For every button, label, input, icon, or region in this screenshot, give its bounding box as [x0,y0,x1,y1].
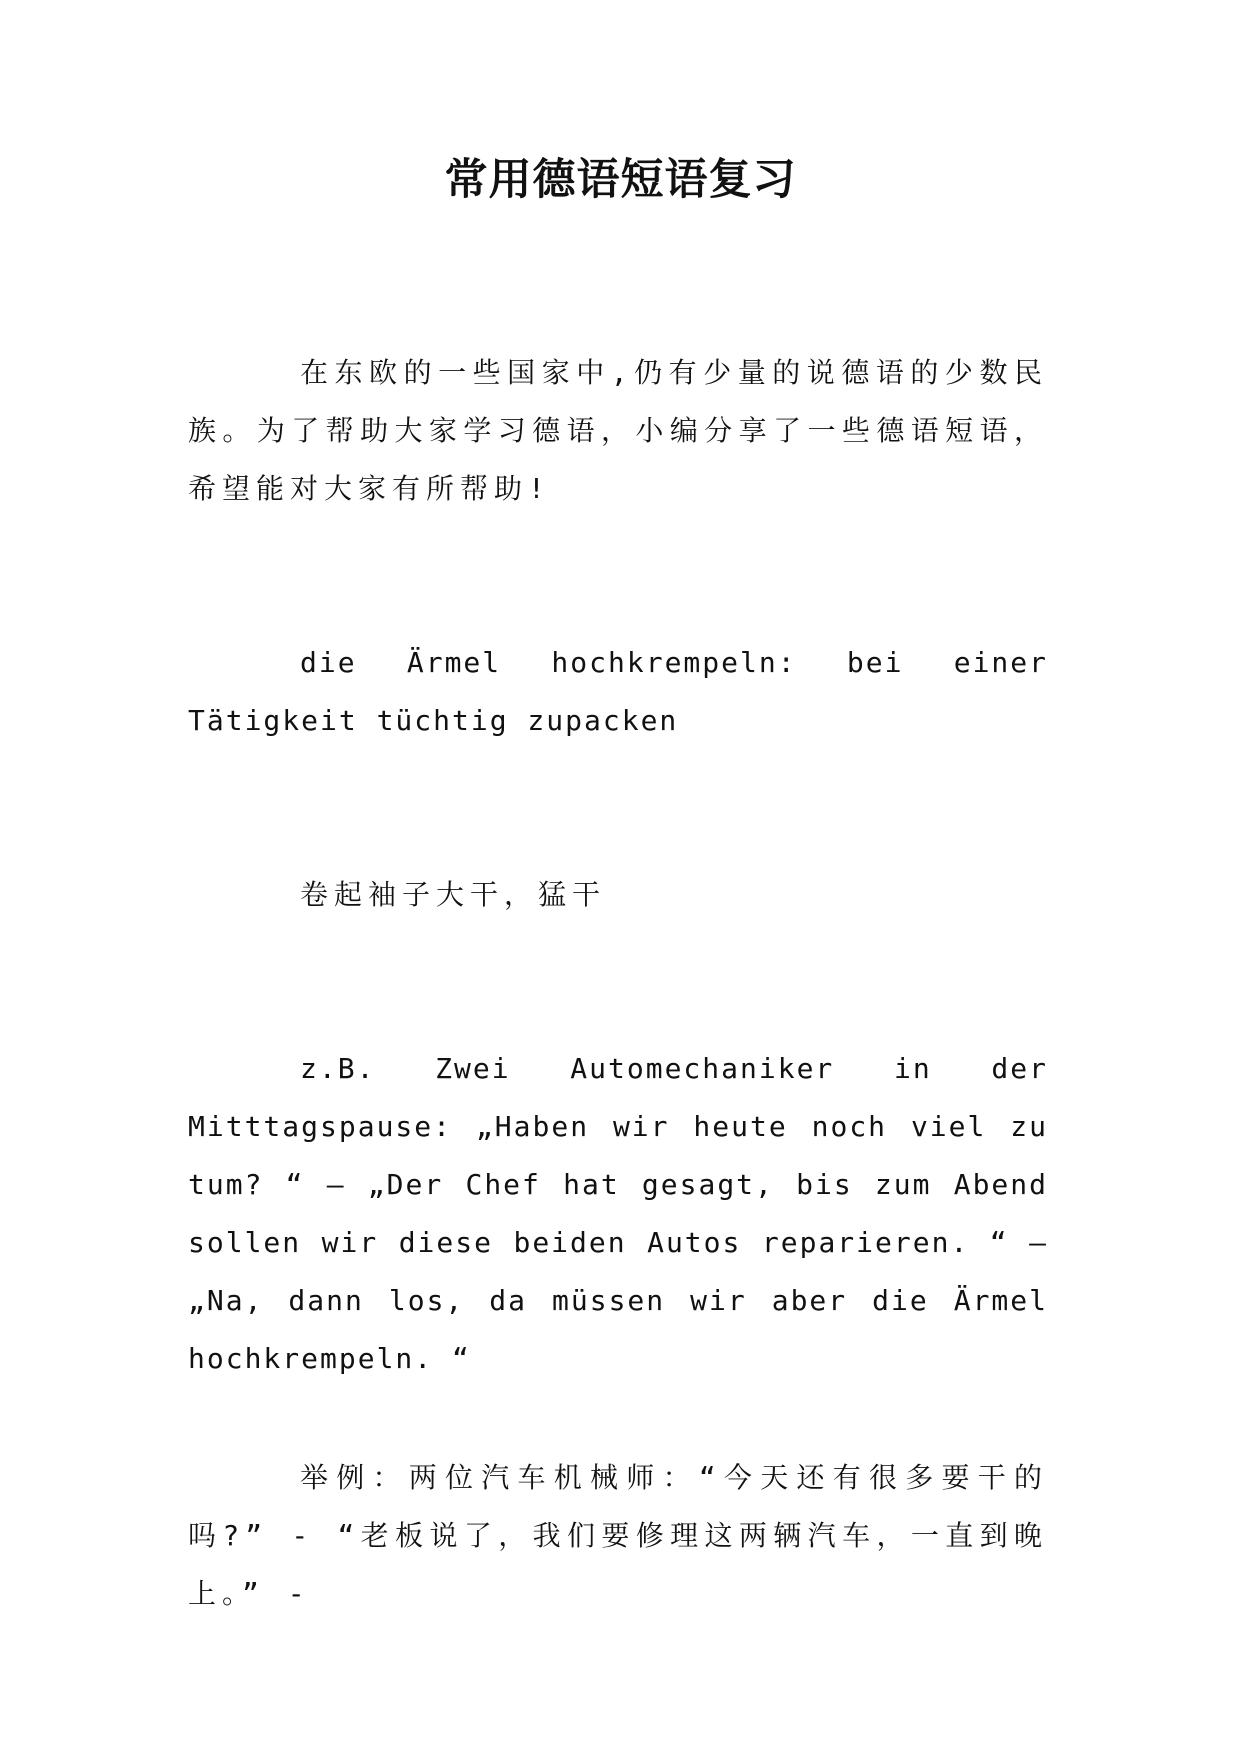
intro-paragraph: 在东欧的一些国家中,仍有少量的说德语的少数民族。为了帮助大家学习德语，小编分享了一些德语短语，希望能对大家有所帮助! [188,356,1048,505]
german-phrase-paragraph: die Ärmel hochkrempeln: bei einer Tätigkeit tüchtig zupacken [188,646,1048,737]
german-example-paragraph: z.B. Zwei Automechaniker in der Mitttagspause: „Haben wir heute noch viel zu tum? “ – „Der Chef hat gesagt, bis zum Abend sollen wir diese beiden Autos reparieren. “ – „Na, dann los, da müssen wir aber die Ärmel hochkrempeln. “ [188,1052,1048,1375]
document-title: 常用德语短语复习 [444,155,797,205]
chinese-example-paragraph: 举例：两位汽车机械师：“今天还有很多要干的吗?” - “老板说了，我们要修理这两辆汽车，一直到晚上。” - [188,1461,1048,1610]
chinese-translation-paragraph: 卷起袖子大干，猛干 [300,878,607,911]
